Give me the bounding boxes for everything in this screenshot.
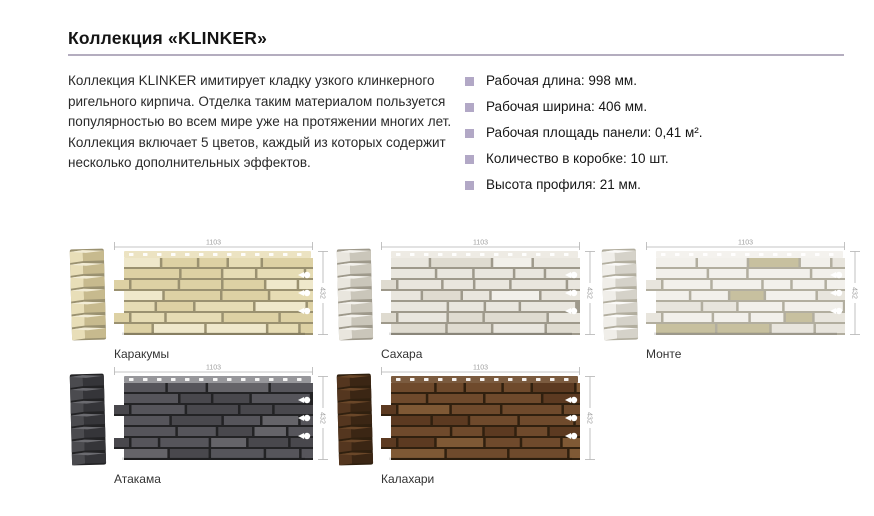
svg-text:432: 432 (585, 287, 593, 299)
corner-piece-image (599, 246, 642, 348)
svg-text:432: 432 (585, 412, 593, 424)
panel-image (646, 251, 845, 335)
spec-text: Высота профиля: 21 мм. (486, 177, 641, 192)
panel-image (381, 251, 580, 335)
catalog-page (68, 27, 858, 487)
width-dimension-label (646, 237, 845, 250)
corner-piece-image (334, 371, 377, 473)
product-tile (68, 362, 330, 484)
collection-description: Коллекция KLINKER имитирует кладку узкого клинкерного ригельного кирпича. Отделка таким материалом пользуется популярностью во всем мире уже на протяжении многих лет. Коллекция включает 5 цветов, каждый из которых содержит несколько дополнительных эффектов. (68, 73, 452, 170)
height-dimension-label (848, 251, 861, 335)
svg-text:432: 432 (850, 287, 858, 299)
svg-text:1103: 1103 (472, 364, 489, 372)
spec-text: Рабочая длина: 998 мм. (486, 73, 637, 88)
product-label: Каракумы (114, 347, 170, 361)
square-bullet-icon (465, 155, 474, 164)
width-dimension-label (114, 237, 313, 250)
product-tile (335, 237, 597, 359)
product-grid (68, 237, 858, 487)
specs-list (465, 71, 849, 201)
spec-item (465, 71, 849, 91)
width-dimension-label (114, 362, 313, 375)
panel-image (114, 376, 313, 460)
height-dimension-label (316, 376, 329, 460)
svg-text:1103: 1103 (205, 364, 222, 372)
square-bullet-icon (465, 181, 474, 190)
panel-image (114, 251, 313, 335)
product-tile (68, 237, 330, 359)
width-dimension-label (381, 237, 580, 250)
product-tile (600, 237, 862, 359)
height-dimension-label (583, 251, 596, 335)
corner-piece-image (334, 246, 377, 348)
intro-section (68, 71, 849, 201)
square-bullet-icon (465, 129, 474, 138)
product-label: Сахара (381, 347, 423, 361)
corner-piece-image (67, 246, 110, 348)
height-dimension-label (316, 251, 329, 335)
spec-text: Рабочая ширина: 406 мм. (486, 99, 648, 114)
spec-text: Рабочая площадь панели: 0,41 м². (486, 125, 703, 140)
square-bullet-icon (465, 77, 474, 86)
svg-text:1103: 1103 (737, 239, 754, 247)
svg-text:432: 432 (318, 287, 326, 299)
product-label: Монте (646, 347, 682, 361)
svg-text:432: 432 (318, 412, 326, 424)
panel-image (381, 376, 580, 460)
corner-piece-image (67, 371, 110, 473)
width-dimension-label (381, 362, 580, 375)
spec-item (465, 175, 849, 195)
title-divider (68, 54, 844, 56)
product-label: Атакама (114, 472, 161, 486)
svg-text:1103: 1103 (472, 239, 489, 247)
spec-text: Количество в коробке: 10 шт. (486, 151, 669, 166)
spec-item (465, 123, 849, 143)
svg-text:1103: 1103 (205, 239, 222, 247)
product-label: Калахари (381, 472, 435, 486)
square-bullet-icon (465, 103, 474, 112)
spec-item (465, 149, 849, 169)
height-dimension-label (583, 376, 596, 460)
page-title: Коллекция «KLINKER» (68, 28, 268, 48)
product-tile (335, 362, 597, 484)
spec-item (465, 97, 849, 117)
